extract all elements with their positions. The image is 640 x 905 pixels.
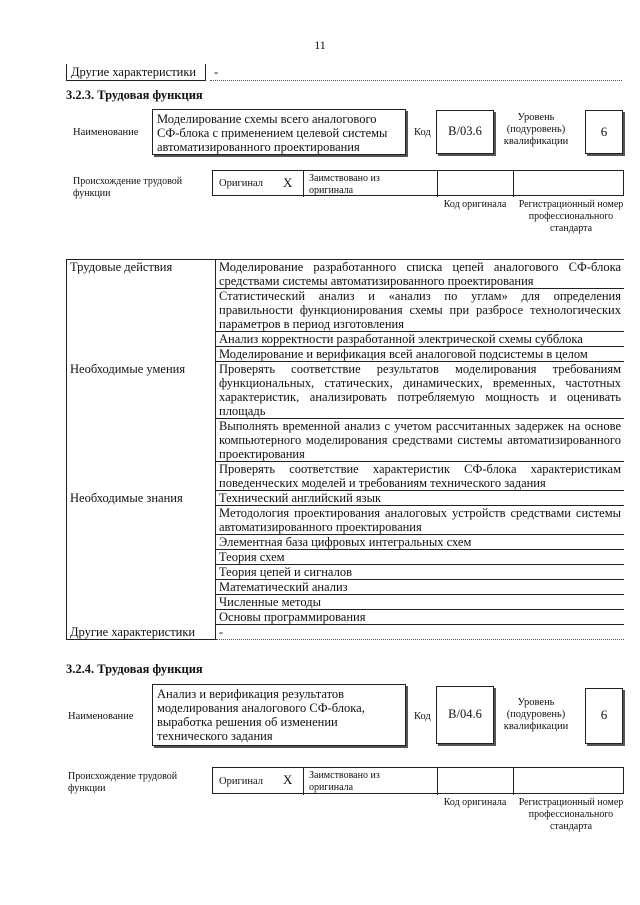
row-item-text: - <box>216 625 625 640</box>
row-item-text: Моделирование и верификация всей аналоговой подсистемы в целом <box>216 347 625 362</box>
registration-number-label: Регистрационный номер профессионального стандарта <box>518 797 624 832</box>
row-group-label: Другие характеристики <box>67 625 216 640</box>
code-original-label: Код оригинала <box>443 797 507 808</box>
original-label: Оригинал <box>219 178 263 189</box>
borrowed-label: Заимствовано из оригинала <box>309 173 380 196</box>
row-item-text: Элементная база цифровых интегральных схем <box>216 535 625 550</box>
level-label: Уровень (подуровень) квалификации <box>503 112 569 147</box>
row-item-text: Анализ корректности разработанной электрической схемы субблока <box>216 332 625 347</box>
other-characteristics-value: - <box>210 64 622 81</box>
section-heading-3-2-4: 3.2.4. Трудовая функция <box>66 662 203 676</box>
code-label: Код <box>414 127 431 138</box>
original-label: Оригинал <box>219 776 263 787</box>
row-item-text: Теория цепей и сигналов <box>216 565 625 580</box>
origin-label: Происхождение трудовой функции <box>73 176 183 199</box>
row-item-text: Математический анализ <box>216 580 625 595</box>
name-label: Наименование <box>68 711 134 722</box>
divider <box>437 171 438 197</box>
code-value-box: B/04.6 <box>436 686 494 744</box>
row-item-text: Теория схем <box>216 550 625 565</box>
row-item-text: Основы программирования <box>216 610 625 625</box>
original-mark: X <box>283 772 293 787</box>
function-name-box: Анализ и верификация результатов моделирования аналогового СФ-блока, выработка решения об изменении технического задания <box>152 684 406 746</box>
row-item-text: Проверять соответствие характеристик СФ-блока характеристикам поведенческих моделей и требованиям технического задания <box>216 462 625 491</box>
top-other-characteristics-row <box>66 64 622 81</box>
function-name-box: Моделирование схемы всего аналогового СФ-блока с применением целевой системы автоматизированного проектирования <box>152 109 406 155</box>
page-number: 11 <box>314 38 326 52</box>
divider <box>513 768 514 795</box>
code-label: Код <box>414 711 431 722</box>
row-group-label: Необходимые умения <box>67 362 216 491</box>
other-characteristics-label: Другие характеристики <box>66 64 206 81</box>
origin-table <box>212 767 624 794</box>
table-row <box>67 491 625 506</box>
row-item-text: Статистический анализ и «анализ по углам» для определения правильности функционирования схемы при разбросе технологических параметров в период изготовления <box>216 289 625 332</box>
level-value-box: 6 <box>585 110 623 154</box>
name-label: Наименование <box>73 127 139 138</box>
borrowed-label: Заимствовано из оригинала <box>309 770 380 793</box>
row-group-label: Трудовые действия <box>67 260 216 362</box>
divider <box>303 171 304 197</box>
row-item-text: Проверять соответствие результатов моделирования требованиям функциональных, статических, динамических, временных, частотных характеристик, анализировать потребляемую мощность и оценивать площадь <box>216 362 625 419</box>
row-item-text: Технический английский язык <box>216 491 625 506</box>
row-item-text: Моделирование разработанного списка цепей аналогового СФ-блока средствами системы автоматизированного проектирования <box>216 260 625 289</box>
origin-table <box>212 170 624 196</box>
level-value-box: 6 <box>585 688 623 744</box>
code-value-box: B/03.6 <box>436 110 494 154</box>
registration-number-label: Регистрационный номер профессионального стандарта <box>518 199 624 234</box>
divider <box>303 768 304 795</box>
table-row <box>67 260 625 289</box>
table-row <box>67 625 625 640</box>
competency-table <box>66 259 624 640</box>
code-original-label: Код оригинала <box>443 199 507 210</box>
origin-label: Происхождение трудовой функции <box>68 771 178 794</box>
row-item-text: Численные методы <box>216 595 625 610</box>
table-row <box>67 362 625 419</box>
level-label: Уровень (подуровень) квалификации <box>503 697 569 732</box>
row-group-label: Необходимые знания <box>67 491 216 625</box>
divider <box>513 171 514 197</box>
original-mark: X <box>283 175 293 190</box>
row-item-text: Выполнять временной анализ с учетом рассчитанных задержек на основе компьютерного моделирования средствами системы автоматизированного проектирования <box>216 419 625 462</box>
divider <box>437 768 438 795</box>
section-heading-3-2-3: 3.2.3. Трудовая функция <box>66 88 203 102</box>
row-item-text: Методология проектирования аналоговых устройств средствами системы автоматизированного проектирования <box>216 506 625 535</box>
